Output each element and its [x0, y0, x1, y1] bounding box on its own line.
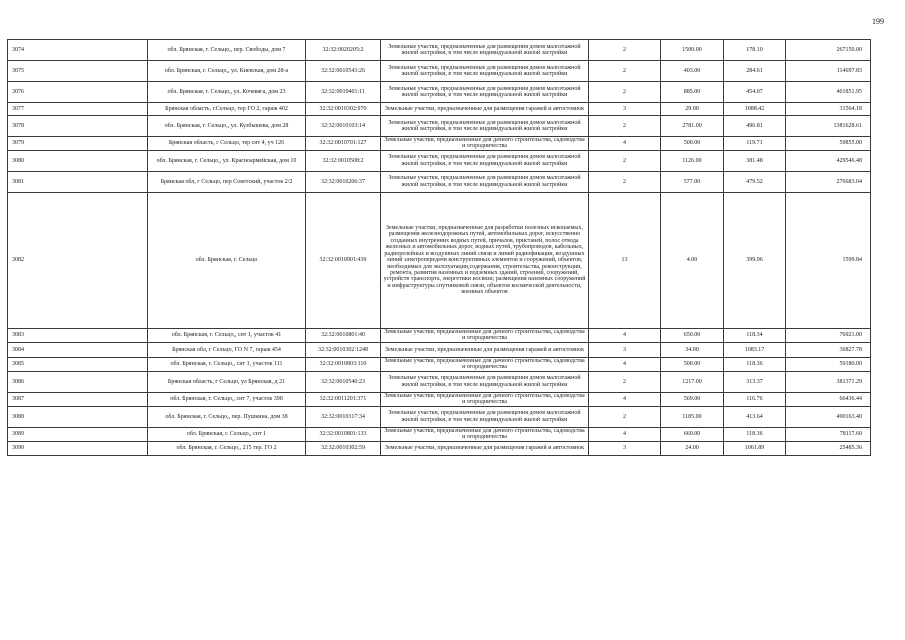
row-number: 3076: [8, 82, 148, 103]
row-number: 3087: [8, 392, 148, 406]
area-cell: 885.00: [661, 82, 724, 103]
cadastral-number-cell: 32:32:0010302:970: [306, 103, 381, 116]
cadastral-number-cell: 32:32:0010302:1248: [306, 342, 381, 357]
land-use-cell: Земельные участки, предназначенные для размещения домов малоэтажной жилой застройки, в том числе индивидуальной жилой застройки: [381, 82, 589, 103]
group-cell: 2: [589, 61, 661, 82]
group-cell: 4: [589, 357, 661, 371]
rate-cell: 118.34: [724, 328, 786, 342]
address-cell: обл. Брянская, г. Сельцо,, ул. Кузбышева, дом 28: [148, 116, 306, 137]
value-cell: 267150.00: [786, 40, 871, 61]
area-cell: 577.00: [661, 171, 724, 192]
rate-cell: 178.10: [724, 40, 786, 61]
cadastral-number-cell: 32:32:0010206:37: [306, 171, 381, 192]
value-cell: 490163.40: [786, 406, 871, 427]
table-row: [8, 392, 871, 406]
value-cell: 1381628.61: [786, 116, 871, 137]
land-use-cell: Земельные участки, предназначенные для размещения домов малоэтажной жилой застройки, в том числе индивидуальной жилой застройки: [381, 150, 589, 171]
area-cell: 403.00: [661, 61, 724, 82]
page-number: 199: [872, 17, 884, 26]
address-cell: Брянская обл, г Сельцо, ГО N 7, гараж 454: [148, 342, 306, 357]
rate-cell: 399.96: [724, 192, 786, 328]
address-cell: обл. Брянская, г. Сельцо,, ул. Красноармейская, дом 10: [148, 150, 306, 171]
area-cell: 29.00: [661, 103, 724, 116]
rate-cell: 413.64: [724, 406, 786, 427]
group-cell: 4: [589, 427, 661, 441]
value-cell: 31564.18: [786, 103, 871, 116]
rate-cell: 118.36: [724, 427, 786, 441]
table-row: [8, 150, 871, 171]
row-number: 3088: [8, 406, 148, 427]
row-number: 3074: [8, 40, 148, 61]
row-number: 3079: [8, 137, 148, 151]
area-cell: 34.00: [661, 342, 724, 357]
rate-cell: 454.07: [724, 82, 786, 103]
value-cell: 25485.36: [786, 441, 871, 455]
value-cell: 401851.95: [786, 82, 871, 103]
group-cell: 2: [589, 150, 661, 171]
cadastral-number-cell: 32:32:0010901:439: [306, 192, 381, 328]
value-cell: 59855.00: [786, 137, 871, 151]
table-row: [8, 441, 871, 455]
land-use-cell: Земельные участки, предназначенные для размещения домов малоэтажной жилой застройки, в том числе индивидуальной жилой застройки: [381, 406, 589, 427]
address-cell: обл. Брянская, г. Сельцо,, ул. Кочевяга, дом 23: [148, 82, 306, 103]
cadastral-number-cell: 32:32:0010543:26: [306, 61, 381, 82]
cadastral-number-cell: 32:32:0010803:110: [306, 357, 381, 371]
address-cell: обл. Брянская, г. Сельцо,, снт 1, участок 41: [148, 328, 306, 342]
value-cell: 429546.48: [786, 150, 871, 171]
value-cell: 78117.60: [786, 427, 871, 441]
table-row: [8, 171, 871, 192]
group-cell: 2: [589, 171, 661, 192]
address-cell: обл. Брянская, г. Сельцо,, пер. Пушкина, дом 38: [148, 406, 306, 427]
row-number: 3077: [8, 103, 148, 116]
area-cell: 4.00: [661, 192, 724, 328]
row-number: 3084: [8, 342, 148, 357]
rate-cell: 118.36: [724, 357, 786, 371]
value-cell: 381371.29: [786, 371, 871, 392]
group-cell: 2: [589, 82, 661, 103]
area-cell: 500.00: [661, 357, 724, 371]
group-cell: 2: [589, 406, 661, 427]
table-row: [8, 116, 871, 137]
group-cell: 3: [589, 342, 661, 357]
address-cell: Брянская область, г Сельцо, ул Брянская, д 21: [148, 371, 306, 392]
row-number: 3075: [8, 61, 148, 82]
table-row: [8, 61, 871, 82]
area-cell: 1217.00: [661, 371, 724, 392]
cadastral-number-cell: 32:32:0010508:2: [306, 150, 381, 171]
group-cell: 4: [589, 137, 661, 151]
table-body: [8, 40, 871, 456]
cadastral-number-cell: 32:32:0011201:371: [306, 392, 381, 406]
table-row: [8, 371, 871, 392]
area-cell: 569.00: [661, 392, 724, 406]
group-cell: 4: [589, 392, 661, 406]
value-cell: 76921.00: [786, 328, 871, 342]
address-cell: обл. Брянская, г. Сельцо,, снт 7, участок 390: [148, 392, 306, 406]
row-number: 3082: [8, 192, 148, 328]
land-use-cell: Земельные участки, предназначенные для размещения домов малоэтажной жилой застройки, в том числе индивидуальной жилой застройки: [381, 116, 589, 137]
land-use-cell: Земельные участки, предназначенные для размещения гаражей и автостоянок: [381, 441, 589, 455]
land-use-cell: Земельные участки, предназначенные для дачного строительства, садоводства и огородничества: [381, 392, 589, 406]
address-cell: обл. Брянская, г. Сельцо,, снт 1: [148, 427, 306, 441]
cadastral-number-cell: 32:32:0010801:133: [306, 427, 381, 441]
land-use-cell: Земельные участки, предназначенные для дачного строительства, садоводства и огородничества: [381, 137, 589, 151]
address-cell: обл. Брянская, г. Сельцо,, 215 тер. ГО 2: [148, 441, 306, 455]
cadastral-number-cell: 32:32:0010317:34: [306, 406, 381, 427]
land-use-cell: Земельные участки, предназначенные для размещения домов малоэтажной жилой застройки, в том числе индивидуальной жилой застройки: [381, 40, 589, 61]
row-number: 3086: [8, 371, 148, 392]
cadastral-number-cell: 32:32:0010103:14: [306, 116, 381, 137]
land-use-cell: Земельные участки, предназначенные для размещения домов малоэтажной жилой застройки, в том числе индивидуальной жилой застройки: [381, 371, 589, 392]
table-row: [8, 406, 871, 427]
land-use-cell: Земельные участки, предназначенные для дачного строительства, садоводства и огородничества: [381, 328, 589, 342]
cadastral-number-cell: 32:32:0010540:23: [306, 371, 381, 392]
area-cell: 660.00: [661, 427, 724, 441]
area-cell: 1500.00: [661, 40, 724, 61]
row-number: 3085: [8, 357, 148, 371]
table-row: [8, 427, 871, 441]
cadastral-number-cell: 32:32:0010701:127: [306, 137, 381, 151]
address-cell: обл. Брянская, г. Сельцо,, снт 1, участок 111: [148, 357, 306, 371]
address-cell: обл. Брянская, г. Сельцо,, пер. Свободы, дом 7: [148, 40, 306, 61]
table-row: [8, 328, 871, 342]
value-cell: 66436.44: [786, 392, 871, 406]
rate-cell: 116.76: [724, 392, 786, 406]
cadastral-number-cell: 32:32:0010401:11: [306, 82, 381, 103]
row-number: 3083: [8, 328, 148, 342]
value-cell: 114697.83: [786, 61, 871, 82]
table-row: [8, 357, 871, 371]
area-cell: 1185.00: [661, 406, 724, 427]
table-row: [8, 82, 871, 103]
value-cell: 36827.78: [786, 342, 871, 357]
rate-cell: 1088.42: [724, 103, 786, 116]
table-row: [8, 40, 871, 61]
land-use-cell: Земельные участки, предназначенные для размещения домов малоэтажной жилой застройки, в том числе индивидуальной жилой застройки: [381, 171, 589, 192]
group-cell: 3: [589, 103, 661, 116]
rate-cell: 496.81: [724, 116, 786, 137]
group-cell: 2: [589, 40, 661, 61]
row-number: 3089: [8, 427, 148, 441]
table-row: [8, 103, 871, 116]
area-cell: 1126.00: [661, 150, 724, 171]
rate-cell: 284.61: [724, 61, 786, 82]
land-use-cell: Земельные участки, предназначенные для размещения гаражей и автостоянок: [381, 342, 589, 357]
address-cell: Брянская область, г Сельцо, тер снт 4, уч 126: [148, 137, 306, 151]
rate-cell: 1083.17: [724, 342, 786, 357]
cadastral-number-cell: 32:32:0010801:40: [306, 328, 381, 342]
table-row: [8, 137, 871, 151]
area-cell: 2781.00: [661, 116, 724, 137]
row-number: 3078: [8, 116, 148, 137]
address-cell: обл. Брянская, г. Сельцо,, ул. Киевская, дом 28-а: [148, 61, 306, 82]
area-cell: 500.00: [661, 137, 724, 151]
address-cell: обл. Брянская, г. Сельцо: [148, 192, 306, 328]
rate-cell: 313.37: [724, 371, 786, 392]
area-cell: 650.00: [661, 328, 724, 342]
value-cell: 59180.00: [786, 357, 871, 371]
value-cell: 276683.04: [786, 171, 871, 192]
land-use-cell: Земельные участки, предназначенные для размещения гаражей и автостоянок: [381, 103, 589, 116]
address-cell: Брянская обл, г Сельцо, пер Советский, участок 2/2: [148, 171, 306, 192]
land-use-cell: Земельные участки, предназначенные для размещения домов малоэтажной жилой застройки, в том числе индивидуальной жилой застройки: [381, 61, 589, 82]
value-cell: 1599.84: [786, 192, 871, 328]
row-number: 3081: [8, 171, 148, 192]
group-cell: 2: [589, 116, 661, 137]
group-cell: 13: [589, 192, 661, 328]
cadastral-value-table: [7, 39, 871, 456]
rate-cell: 381.48: [724, 150, 786, 171]
group-cell: 2: [589, 371, 661, 392]
cadastral-number-cell: 32:32:0020205:2: [306, 40, 381, 61]
land-use-cell: Земельные участки, предназначенные для дачного строительства, садоводства и огородничества: [381, 427, 589, 441]
rate-cell: 479.52: [724, 171, 786, 192]
group-cell: 4: [589, 328, 661, 342]
table-row: [8, 342, 871, 357]
rate-cell: 1061.89: [724, 441, 786, 455]
cadastral-number-cell: 32:32:0010302:59: [306, 441, 381, 455]
address-cell: Брянская область, г.Сельцо, тер ГО 2, гараж 402: [148, 103, 306, 116]
area-cell: 24.00: [661, 441, 724, 455]
row-number: 3090: [8, 441, 148, 455]
land-use-cell: Земельные участки, предназначенные для дачного строительства, садоводства и огородничества: [381, 357, 589, 371]
row-number: 3080: [8, 150, 148, 171]
table-row: [8, 192, 871, 328]
land-use-cell: Земельные участки, предназначенные для разработки полезных ископаемых, размещения железнодорожных путей, автомобильных дорог, искусственно созданных внутренних водных путей, причалов, пристаней, полос отвода железных и автомобильных дорог, водных путей, трубопроводов, кабельных, радиорелейных и воздушных линий связи и линий радиофикации, воздушных линий электропередачи конструктивных элементов и сооружений, объектов, необходимых для эксплуатации,содержания, строительства, реконструкции, ремонта, развития наземных и подземных зданий, строений, сооружений, устройств транспорта, энергетики иосвязи; размещения наземных сооружений и инфраструктуры спутниковой связи, объектов космической деятельности, военных объектов: [381, 192, 589, 328]
rate-cell: 119.71: [724, 137, 786, 151]
group-cell: 3: [589, 441, 661, 455]
